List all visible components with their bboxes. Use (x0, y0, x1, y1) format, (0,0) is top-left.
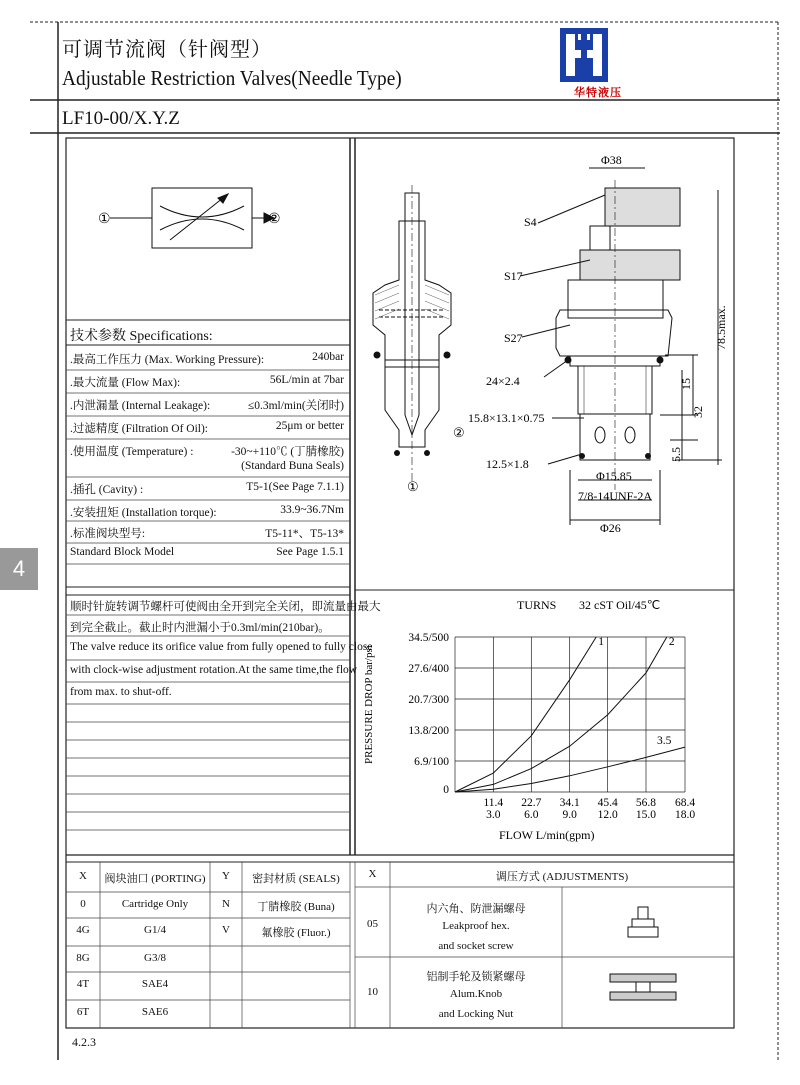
ports-table-cell: G1/4 (144, 924, 166, 936)
chart-y-tick: 20.7/300 (408, 694, 449, 706)
chart-x-tick: 11.4 (483, 797, 504, 809)
description-line: The valve reduce its orifice value from fully opened to fully close (70, 641, 373, 653)
ports-table-cell: 6T (76, 1006, 90, 1018)
dim-height-32: 32 (691, 406, 705, 418)
spec-row (70, 504, 344, 520)
spec-row (70, 374, 344, 390)
symbol-port-2: ② (268, 212, 281, 227)
spec-value: 240bar (312, 351, 344, 363)
pressure-drop-chart (355, 592, 734, 854)
chart-x-tick: 68.4 (674, 797, 696, 809)
spec-label: .最高工作压力 (Max. Working Pressure): (70, 354, 265, 366)
adjust-description-line: 铝制手轮及锁紧螺母 (426, 971, 526, 983)
spec-value: (Standard Buna Seals) (241, 460, 344, 472)
dim-height-5-5: 5.5 (669, 447, 683, 462)
dim-height-78-5: 78.5max. (714, 305, 728, 350)
ports-table-cell: 氟橡胶 (Fluor.) (261, 927, 331, 939)
ports-table-cell: 4G (76, 924, 90, 936)
chart-y-tick: 0 (443, 784, 449, 796)
dim-s17: S17 (504, 269, 523, 283)
dim-d15-85: Φ15.85 (596, 469, 632, 483)
dim-d38: Φ38 (601, 153, 622, 167)
description-line: 到完全截止。截止时内泄漏小于0.3ml/min(210bar)。 (70, 622, 330, 634)
knob-icon (606, 970, 682, 1010)
title-english: Adjustable Restriction Valves(Needle Type) (62, 66, 402, 90)
dimension-drawing (460, 150, 735, 540)
page-number: 4.2.3 (72, 1035, 96, 1049)
section-port-2: ② (453, 425, 465, 440)
spec-label: .过滤精度 (Filtration Of Oil): (70, 423, 208, 435)
hex-screw-icon (620, 905, 670, 945)
description-line: with clock-wise adjustment rotation.At the same time,the flow (70, 664, 358, 676)
chart-x-tick: 6.0 (524, 809, 539, 821)
ports-table-header: 阀块油口 (PORTING) (104, 873, 206, 885)
spec-row (70, 525, 344, 541)
chart-y-tick: 34.5/500 (408, 632, 449, 644)
spec-row (70, 546, 344, 558)
ports-table-cell: 4T (76, 978, 90, 990)
chart-legend-title: TURNS (517, 598, 557, 612)
chart-x-label: FLOW L/min(gpm) (499, 828, 595, 842)
adjust-table-header: X (368, 868, 377, 880)
dim-height-15: 15 (679, 378, 693, 390)
spec-row (70, 481, 344, 497)
spec-row (70, 397, 344, 413)
ports-table-cell: 8G (76, 952, 90, 964)
chart-x-tick: 34.1 (559, 797, 580, 809)
chart-series-line (455, 637, 667, 792)
chart-x-tick: 9.0 (562, 809, 577, 821)
ports-table-cell: SAE6 (141, 1006, 169, 1018)
dim-oring-15-8: 15.8×13.1×0.75 (468, 411, 545, 425)
adjust-description-line: and Locking Nut (438, 1008, 514, 1020)
chart-x-tick: 18.0 (674, 809, 696, 821)
adjust-code: 10 (367, 986, 378, 998)
ports-table-cell: N (222, 898, 230, 910)
section-tab: 4 (0, 548, 38, 590)
spec-value: See Page 1.5.1 (276, 546, 344, 558)
dim-oring-24: 24×2.4 (486, 374, 520, 388)
description-line: 顺时针旋转调节螺杆可使阀由全开到完全关闭，即流量由最大 (70, 601, 381, 613)
spec-value: -30~+110℃ (丁腈橡胶) (231, 446, 344, 458)
dim-oring-12-5: 12.5×1.8 (486, 457, 529, 471)
spec-label: .使用温度 (Temperature) : (70, 446, 194, 458)
chart-title: 32 cST Oil/45℃ (579, 598, 661, 612)
spec-label: .最大流量 (Flow Max): (70, 377, 181, 389)
spec-row (70, 460, 344, 472)
ports-table-cell: 丁腈橡胶 (Buna) (257, 901, 335, 913)
chart-y-tick: 13.8/200 (408, 725, 449, 737)
adjust-code: 05 (367, 918, 378, 930)
spec-label: .插孔 (Cavity) : (70, 484, 144, 496)
chart-y-tick: 27.6/400 (408, 663, 449, 675)
valve-cross-section (355, 185, 470, 495)
chart-series-label: 2 (668, 636, 675, 648)
ports-table-cell: SAE4 (141, 978, 169, 990)
adjust-description-line: Leakproof hex. (442, 920, 510, 932)
symbol-port-1: ① (98, 212, 111, 227)
dim-s27: S27 (504, 331, 523, 345)
chart-x-tick: 3.0 (486, 809, 501, 821)
adjust-description-line: 内六角、防泄漏螺母 (426, 903, 526, 915)
chart-y-label: PRESSURE DROP bar/psi (363, 645, 375, 764)
spec-value: 25μm or better (275, 420, 344, 432)
brand-logo-icon (560, 28, 608, 82)
chart-x-tick: 56.8 (635, 797, 657, 809)
chart-x-tick: 45.4 (597, 797, 618, 809)
adjust-description-line: Alum.Knob (449, 988, 503, 1000)
dim-thread: 7/8-14UNF-2A (578, 489, 652, 503)
ports-table-header: X (79, 870, 87, 882)
dim-s4: S4 (524, 215, 537, 229)
description-line: from max. to shut-off. (70, 686, 172, 698)
ports-table-header: 密封材质 (SEALS) (252, 873, 340, 885)
dim-d26: Φ26 (600, 521, 621, 535)
specs-title: 技术参数 Specifications: (70, 329, 213, 344)
spec-value: 33.9~36.7Nm (280, 504, 344, 516)
title-chinese: 可调节流阀（针阀型） (62, 39, 272, 61)
chart-x-tick: 15.0 (635, 809, 657, 821)
spec-value: 56L/min at 7bar (269, 374, 344, 386)
chart-series-label: 3.5 (657, 735, 672, 748)
spec-row (70, 351, 344, 367)
ports-table-cell: V (222, 924, 230, 936)
ports-table-cell: 0 (80, 898, 86, 910)
spec-value: T5-1(See Page 7.1.1) (246, 481, 344, 493)
valve-symbol (90, 180, 290, 260)
adjust-table-header: 调压方式 (ADJUSTMENTS) (495, 871, 629, 883)
adjust-description-line: and socket screw (438, 940, 514, 952)
spec-value: T5-11*、T5-13* (265, 528, 344, 540)
ports-table-header: Y (222, 870, 230, 882)
chart-y-tick: 6.9/100 (414, 756, 449, 768)
spec-label: Standard Block Model (70, 546, 175, 558)
spec-label: .安装扭矩 (Installation torque): (70, 507, 217, 519)
ports-table-cell: G3/8 (144, 952, 166, 964)
spec-label: .内泄漏量 (Internal Leakage): (70, 400, 211, 412)
chart-series-line (455, 637, 596, 792)
model-number: LF10-00/X.Y.Z (62, 108, 180, 129)
ports-table-cell: Cartridge Only (121, 898, 189, 910)
brand-name: 华特液压 (574, 87, 622, 99)
spec-value: ≤0.3ml/min(关闭时) (247, 400, 344, 412)
chart-x-tick: 22.7 (521, 797, 542, 809)
chart-series-label: 1 (598, 636, 604, 648)
spec-row (70, 420, 344, 436)
spec-label: .标准阀块型号: (70, 528, 146, 540)
section-port-1: ① (407, 479, 419, 494)
spec-row (70, 443, 344, 459)
chart-x-tick: 12.0 (597, 809, 618, 821)
